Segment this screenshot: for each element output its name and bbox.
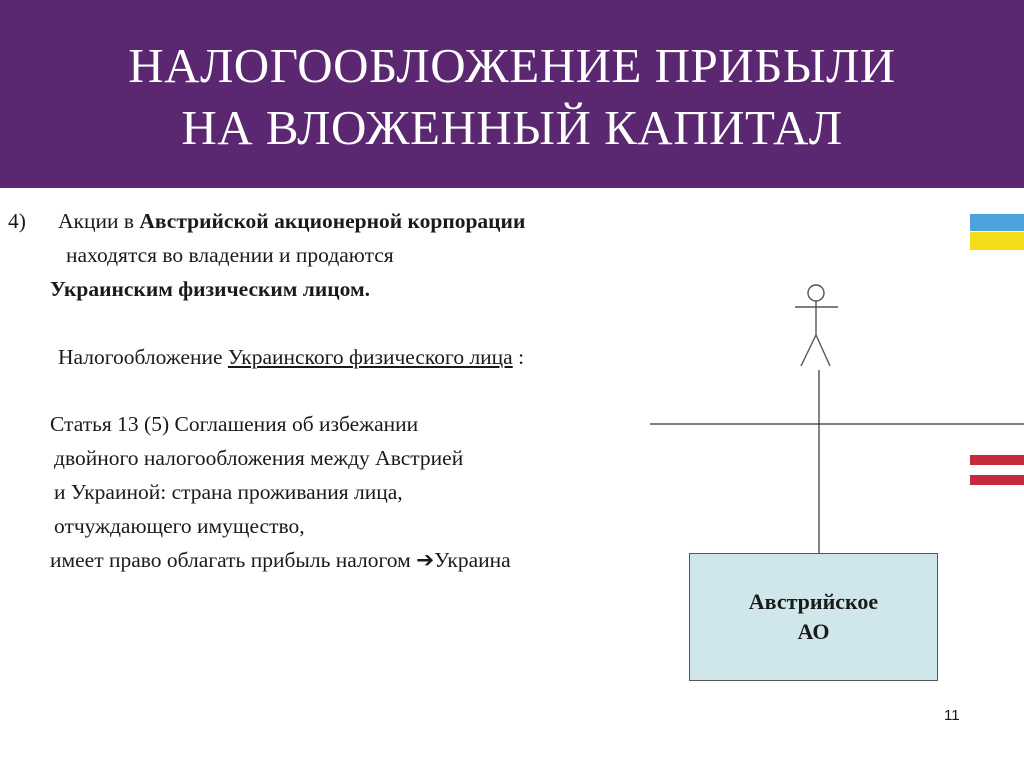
text-line-1-plain: Акции в [58,209,140,233]
taxation-subject-underlined: Украинского физического лица [227,345,513,369]
item-number: 4) [8,209,26,233]
page-number: 11 [944,707,960,724]
right-arrow-icon: ➔ [416,548,435,572]
slide-title-line-2: НА ВЛОЖЕННЫЙ КАПИТАЛ [181,100,843,155]
company-label-line-1: Австрийское [748,589,879,614]
ukrainian-person-bold: Украинским физическим лицом. [50,277,370,301]
austria-flag-top-stripe [970,455,1024,465]
article-line-3: и Украиной: страна проживания лица, [54,480,403,504]
slide-title-line-1: НАЛОГООБЛОЖЕНИЕ ПРИБЫЛИ [128,38,896,93]
article-result: Украина [434,548,511,572]
austria-flag-bottom-stripe [970,475,1024,485]
austrian-company-box [689,553,938,681]
article-line-4: отчуждающего имущество, [54,514,305,538]
austrian-corporation-bold: Австрийской акционерной корпорации [139,209,526,233]
article-line-5-text: имеет право облагать прибыль налогом [50,548,417,572]
article-line-1: Статья 13 (5) Соглашения об избежании [50,412,419,436]
stick-figure-person-icon [795,285,838,366]
austria-flag-middle-stripe [970,465,1024,475]
text-line-2: находятся во владении и продаются [66,243,394,267]
ukraine-flag-yellow-stripe [970,232,1024,250]
ukraine-flag-blue-stripe [970,214,1024,231]
company-label-line-2: АО [797,619,830,644]
taxation-label: Налогообложение [58,345,228,369]
article-line-2: двойного налогообложения между Австрией [54,446,464,470]
taxation-colon: : [512,345,525,369]
